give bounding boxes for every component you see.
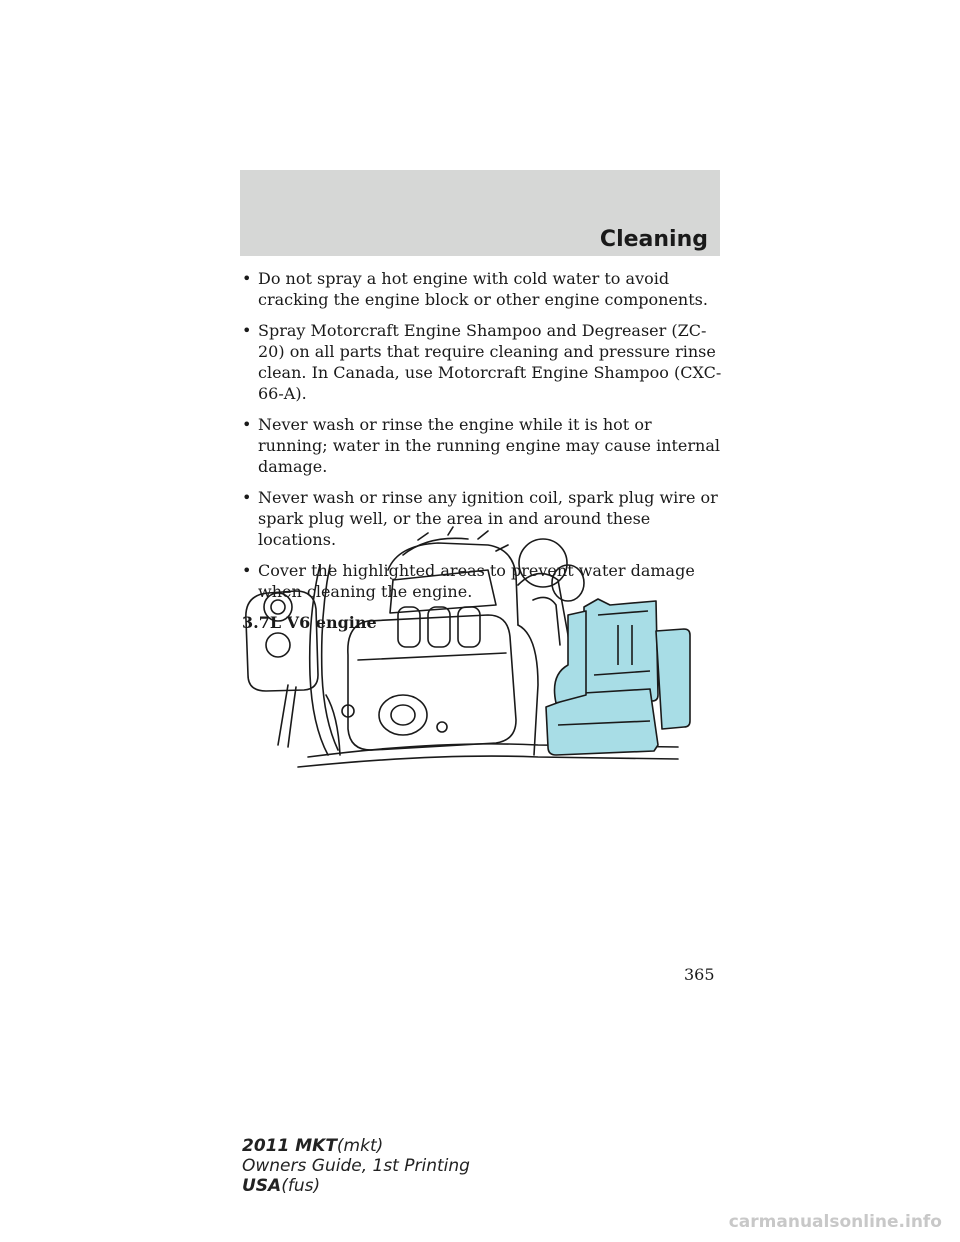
watermark: carmanualsonline.info [728, 1212, 942, 1232]
coil-pack-2 [428, 607, 450, 647]
bullet-marker: • [242, 321, 252, 340]
oil-filler-cap [379, 695, 427, 735]
page-number: 365 [684, 965, 715, 984]
bullet-item [242, 414, 722, 477]
footer-line-2: Owners Guide, 1st Printing [242, 1156, 470, 1176]
bullet-text: Never wash or rinse the engine while it is hot or running; water in the running engine may cause internal damage. [258, 415, 721, 476]
bullet-marker: • [242, 415, 252, 434]
section-header-band [240, 170, 720, 256]
reservoir-cap-2 [266, 633, 290, 657]
bullet-text: Spray Motorcraft Engine Shampoo and Degreaser (ZC-20) on all parts that require cleaning and pressure rinse clean. In Canada, use Motorcraft Engine Shampoo (CXC-66-A). [258, 321, 722, 403]
intake-manifold [388, 543, 518, 625]
air-filter-dome [519, 539, 567, 587]
footer-region: USA [242, 1176, 282, 1196]
bullet-text: Do not spray a hot engine with cold water to avoid cracking the engine block or other engine components. [258, 269, 708, 309]
footer-model: 2011 MKT [242, 1136, 337, 1156]
coolant-reservoir [246, 591, 318, 691]
section-title: Cleaning [599, 227, 708, 252]
highlight-intake-side [555, 611, 587, 703]
highlighted-areas [546, 599, 690, 755]
coil-pack-1 [398, 607, 420, 647]
bullet-item [242, 320, 722, 404]
highlight-fuse-box [656, 629, 690, 729]
bullet-marker: • [242, 488, 252, 507]
footer-model-code: (mkt) [336, 1136, 384, 1156]
footer-printing-info [242, 1136, 470, 1196]
bullet-text: Never wash or rinse any ignition coil, spark plug wire or spark plug well, or the area in and around these locations. [258, 488, 718, 549]
bullet-marker: • [242, 561, 252, 580]
footer-line-1 [242, 1136, 470, 1156]
engine-cover [348, 615, 516, 750]
bullet-marker: • [242, 269, 252, 288]
engine-label: 3.7L V6 engine [242, 613, 377, 632]
reservoir-cap [264, 593, 292, 621]
coil-pack-3 [458, 607, 480, 647]
engine-illustration [238, 525, 698, 775]
footer-region-code: (fus) [281, 1176, 321, 1196]
footer-line-3 [242, 1176, 470, 1196]
bullet-text: Cover the highlighted areas to prevent water damage when cleaning the engine. [258, 561, 695, 601]
bullet-item [242, 268, 722, 310]
